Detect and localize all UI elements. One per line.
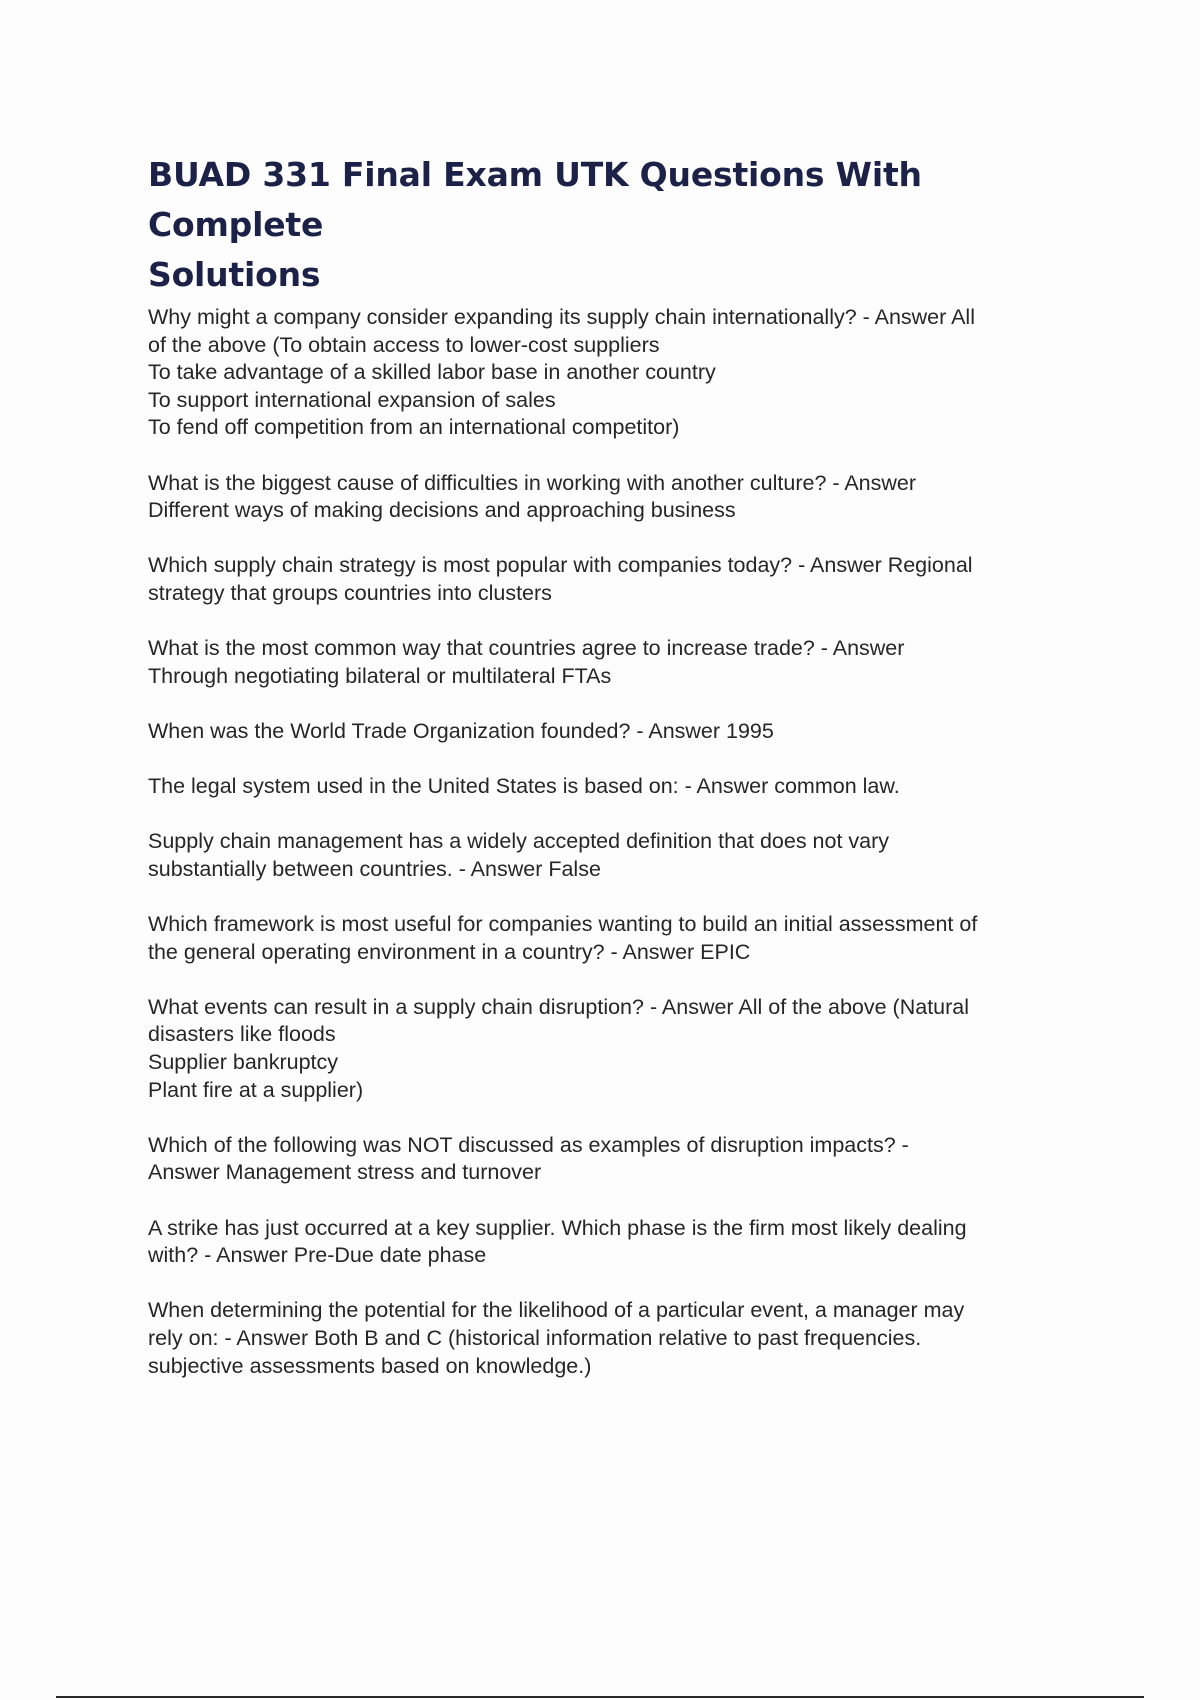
qa-line: The legal system used in the United States is based on: - Answer common law. (148, 774, 900, 799)
document-title (148, 150, 1088, 300)
qa-line: To take advantage of a skilled labor base in another country (148, 360, 716, 385)
qa-line: Which supply chain strategy is most popular with companies today? - Answer Regional (148, 553, 973, 578)
qa-item (148, 828, 1098, 883)
qa-line: Through negotiating bilateral or multilateral FTAs (148, 663, 612, 688)
qa-item (148, 1132, 1098, 1187)
qa-item (148, 911, 1098, 966)
qa-line: Plant fire at a supplier) (148, 1077, 364, 1102)
qa-line: What is the biggest cause of difficulties in working with another culture? - Answer (148, 470, 917, 495)
bottom-rule (56, 1696, 1144, 1698)
qa-line: When determining the potential for the likelihood of a particular event, a manager may (148, 1298, 965, 1323)
qa-list (148, 304, 1098, 1408)
qa-line: substantially between countries. - Answer False (148, 856, 601, 881)
qa-item (148, 773, 1098, 801)
qa-line: disasters like floods (148, 1022, 336, 1047)
qa-line: of the above (To obtain access to lower-cost suppliers (148, 332, 660, 357)
title-line: Solutions (148, 255, 321, 294)
qa-item (148, 635, 1098, 690)
qa-line: the general operating environment in a country? - Answer EPIC (148, 939, 751, 964)
qa-line: A strike has just occurred at a key supplier. Which phase is the firm most likely dealing (148, 1215, 967, 1240)
qa-line: rely on: - Answer Both B and C (historical information relative to past frequencies. (148, 1325, 922, 1350)
qa-line: To fend off competition from an international competitor) (148, 415, 680, 440)
qa-line: To support international expansion of sales (148, 387, 556, 412)
title-line: BUAD 331 Final Exam UTK Questions With Complete (148, 155, 922, 244)
qa-line: What events can result in a supply chain disruption? - Answer All of the above (Natural (148, 994, 970, 1019)
qa-item (148, 1215, 1098, 1270)
qa-item (148, 470, 1098, 525)
qa-line: Supply chain management has a widely accepted definition that does not vary (148, 829, 890, 854)
qa-line: strategy that groups countries into clusters (148, 580, 552, 605)
qa-item (148, 552, 1098, 607)
qa-item (148, 718, 1098, 746)
qa-line: Different ways of making decisions and approaching business (148, 498, 736, 523)
qa-line: What is the most common way that countries agree to increase trade? - Answer (148, 636, 905, 661)
qa-line: Supplier bankruptcy (148, 1050, 339, 1075)
qa-item (148, 304, 1098, 442)
qa-line: Which of the following was NOT discussed as examples of disruption impacts? - (148, 1132, 909, 1157)
qa-line: with? - Answer Pre-Due date phase (148, 1243, 487, 1268)
qa-item (148, 994, 1098, 1104)
qa-line: Answer Management stress and turnover (148, 1160, 542, 1185)
qa-line: Which framework is most useful for companies wanting to build an initial assessment of (148, 912, 978, 937)
qa-item (148, 1297, 1098, 1380)
qa-line: When was the World Trade Organization founded? - Answer 1995 (148, 718, 774, 743)
qa-line: Why might a company consider expanding its supply chain internationally? - Answer All (148, 305, 975, 329)
qa-line: subjective assessments based on knowledge.) (148, 1353, 592, 1378)
